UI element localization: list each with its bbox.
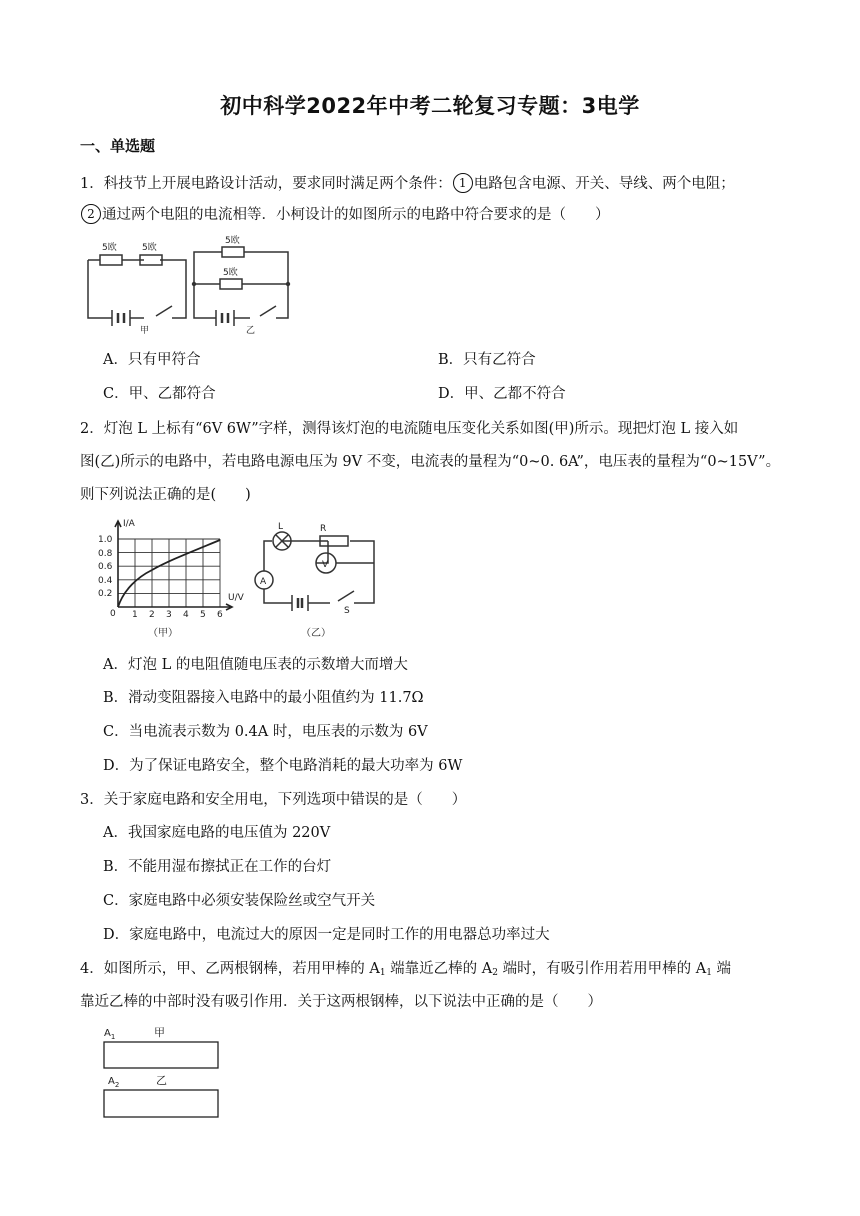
q2-stem-line3: 则下列说法正确的是( )	[80, 487, 251, 503]
q2-xtick-0: 0	[110, 609, 116, 619]
q2-xtick-4: 4	[183, 610, 189, 620]
q2-lamp-label: L	[278, 522, 284, 532]
q2-xtick-3: 3	[166, 610, 172, 620]
q1-r-label-2: 5欧	[142, 243, 157, 253]
q2-stem-line1: 2．灯泡 L 上标有“6V 6W”字样，测得该灯泡的电流随电压变化关系如图(甲)所示。现把灯泡 L 接入如	[80, 421, 739, 437]
q1-resistor-4	[220, 279, 242, 289]
q3-option-c[interactable]: C．家庭电路中必须安装保险丝或空气开关	[103, 893, 376, 909]
q1-r-label-4: 5欧	[223, 268, 238, 278]
q2-xtick-5: 5	[200, 610, 206, 620]
q4-stem-line2: 靠近乙棒的中部时没有吸引作用．关于这两根钢棒，以下说法中正确的是（ ）	[80, 994, 602, 1010]
q2-figure	[96, 517, 386, 642]
q4-yi-label: 乙	[156, 1074, 167, 1087]
q2-resistor-label: R	[320, 524, 327, 534]
circled-number-2: 2	[81, 204, 101, 224]
q2-option-a[interactable]: A．灯泡 L 的电阻值随电压表的示数增大而增大	[103, 657, 408, 673]
q3-option-b[interactable]: B．不能用湿布擦拭正在工作的台灯	[103, 859, 332, 875]
q2-x-label: U/V	[228, 593, 244, 603]
q4-figure	[102, 1024, 232, 1124]
q2-option-b[interactable]: B．滑动变阻器接入电路中的最小阻值约为 11.7Ω	[103, 690, 424, 706]
q3-stem: 3．关于家庭电路和安全用电，下列选项中错误的是（ ）	[80, 792, 467, 808]
q1-stem-line2: 2 通过两个电阻的电流相等．小柯设计的如图所示的电路中符合要求的是（ ）	[80, 203, 610, 224]
q2-ytick-0.8: 0.8	[98, 549, 113, 559]
q2-xtick-1: 1	[132, 610, 138, 620]
q1-r-label-3: 5欧	[225, 236, 240, 246]
q2-fig-label-yi: （乙）	[301, 628, 331, 639]
q2-option-c[interactable]: C．当电流表示数为 0.4A 时，电压表的示数为 6V	[103, 724, 428, 740]
q2-xtick-2: 2	[149, 610, 155, 620]
q3-option-d[interactable]: D．家庭电路中，电流过大的原因一定是同时工作的用电器总功率过大	[103, 927, 550, 943]
q1-fig-label-jia: 甲	[140, 326, 150, 336]
q4-a2-label: $A_2$	[108, 1076, 120, 1089]
q1-option-d[interactable]: D．甲、乙都不符合	[438, 386, 566, 402]
q4-steel-bar-jia	[104, 1042, 218, 1068]
q1-stem-line1: 1．科技节上开展电路设计活动，要求同时满足两个条件： 1 电路包含电源、开关、导线、两个电阻；	[80, 172, 735, 193]
q1-r-label-1: 5欧	[102, 243, 117, 253]
q2-fig-label-jia: （甲）	[148, 628, 178, 639]
q1-option-a[interactable]: A．只有甲符合	[103, 352, 201, 368]
q2-ytick-0.2: 0.2	[98, 589, 113, 599]
q1-option-c[interactable]: C．甲、乙都符合	[103, 386, 216, 402]
circled-number-1: 1	[453, 173, 473, 193]
section-heading: 一、单选题	[80, 137, 156, 155]
q4-stem-line1: 4．如图所示，甲、乙两根钢棒，若用甲棒的 $A_1$ 端靠近乙棒的 $A_2$ 端时，有吸引作用若用甲棒的 $A_1$ 端	[80, 961, 732, 978]
q1-fig-label-yi: 乙	[246, 326, 256, 336]
q2-voltmeter-label: V	[322, 560, 329, 570]
q1-resistor-3	[222, 247, 244, 257]
q2-xtick-6: 6	[217, 610, 223, 620]
page-title: 初中科学2022年中考二轮复习专题：3电学	[220, 94, 640, 118]
q4-a1-label: $A_1$	[104, 1028, 116, 1041]
q2-stem-line2: 图(乙)所示的电路中，若电路电源电压为 9V 不变，电流表的量程为“0~0. 6A”，电压表的量程为“0~15V”。	[80, 454, 781, 470]
q4-jia-label: 甲	[154, 1026, 165, 1039]
q2-switch-label: S	[344, 606, 350, 616]
q2-y-label: I/A	[123, 519, 135, 529]
q2-option-d[interactable]: D．为了保证电路安全，整个电路消耗的最大功率为 6W	[103, 758, 463, 774]
q3-option-a[interactable]: A．我国家庭电路的电压值为 220V	[103, 825, 331, 841]
q1-circuit-figure	[82, 234, 302, 334]
q2-ammeter-label: A	[260, 577, 267, 587]
q2-ytick-0.4: 0.4	[98, 576, 113, 586]
q1-resistor-1	[100, 255, 122, 265]
q2-ytick-0.6: 0.6	[98, 562, 113, 572]
q4-steel-bar-yi	[104, 1090, 218, 1117]
q1-option-b[interactable]: B．只有乙符合	[438, 352, 536, 368]
q2-ytick-1.0: 1.0	[98, 535, 113, 545]
